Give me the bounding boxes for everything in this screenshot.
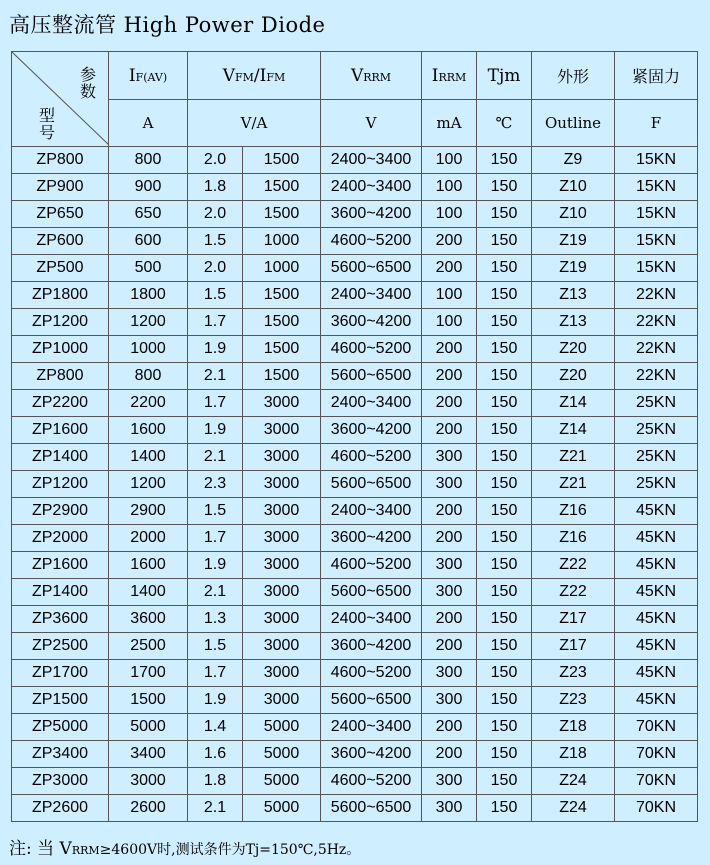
- cell-irrm: 300: [422, 471, 477, 498]
- cell-ifm: 3000: [243, 552, 321, 579]
- cell-if: 1700: [109, 660, 188, 687]
- cell-outline: Z22: [532, 552, 615, 579]
- cell-model: ZP3000: [12, 768, 109, 795]
- cell-tjm: 150: [477, 390, 532, 417]
- col-header-tj: Tjm: [477, 52, 532, 100]
- cell-model: ZP2000: [12, 525, 109, 552]
- cell-irrm: 100: [422, 309, 477, 336]
- cell-outline: Z22: [532, 579, 615, 606]
- cell-vrrm: 5600~6500: [321, 795, 422, 822]
- cell-vfm: 1.4: [188, 714, 243, 741]
- cell-model: ZP1200: [12, 471, 109, 498]
- table-row: [12, 498, 698, 525]
- cell-tjm: 150: [477, 660, 532, 687]
- cell-tjm: 150: [477, 228, 532, 255]
- cell-irrm: 100: [422, 201, 477, 228]
- cell-model: ZP3400: [12, 741, 109, 768]
- cell-vfm: 1.9: [188, 552, 243, 579]
- table-row: [12, 714, 698, 741]
- cell-ifm: 3000: [243, 471, 321, 498]
- cell-ifm: 5000: [243, 768, 321, 795]
- cell-tjm: 150: [477, 552, 532, 579]
- cell-if: 800: [109, 363, 188, 390]
- table-body: [12, 147, 698, 822]
- cell-irrm: 200: [422, 741, 477, 768]
- cell-vrrm: 4600~5200: [321, 552, 422, 579]
- cell-if: 2200: [109, 390, 188, 417]
- cell-force: 70KN: [615, 795, 698, 822]
- cell-force: 45KN: [615, 660, 698, 687]
- cell-vfm: 1.5: [188, 282, 243, 309]
- footnote: 注: 当 VRRM≥4600V时,测试条件为Tj=150℃,5Hz。: [9, 839, 361, 859]
- cell-model: ZP5000: [12, 714, 109, 741]
- cell-vfm: 2.3: [188, 471, 243, 498]
- cell-if: 1000: [109, 336, 188, 363]
- cell-irrm: 200: [422, 336, 477, 363]
- cell-tjm: 150: [477, 741, 532, 768]
- cell-tjm: 150: [477, 336, 532, 363]
- cell-vrrm: 3600~4200: [321, 417, 422, 444]
- cell-force: 22KN: [615, 282, 698, 309]
- unit-vrrm: V: [321, 100, 422, 147]
- cell-force: 15KN: [615, 174, 698, 201]
- cell-if: 2600: [109, 795, 188, 822]
- cell-tjm: 150: [477, 795, 532, 822]
- cell-vrrm: 2400~3400: [321, 390, 422, 417]
- cell-ifm: 3000: [243, 417, 321, 444]
- unit-force: F: [615, 100, 698, 147]
- cell-outline: Z14: [532, 417, 615, 444]
- cell-model: ZP2200: [12, 390, 109, 417]
- cell-force: 70KN: [615, 741, 698, 768]
- cell-outline: Z19: [532, 228, 615, 255]
- cell-model: ZP1000: [12, 336, 109, 363]
- cell-force: 15KN: [615, 201, 698, 228]
- unit-tj: ℃: [477, 100, 532, 147]
- cell-vrrm: 4600~5200: [321, 228, 422, 255]
- cell-tjm: 150: [477, 606, 532, 633]
- table-row: [12, 795, 698, 822]
- cell-vfm: 1.5: [188, 228, 243, 255]
- cell-if: 500: [109, 255, 188, 282]
- cell-vrrm: 2400~3400: [321, 714, 422, 741]
- cell-if: 1600: [109, 552, 188, 579]
- cell-if: 1800: [109, 282, 188, 309]
- cell-tjm: 150: [477, 471, 532, 498]
- cell-irrm: 100: [422, 147, 477, 174]
- cell-vrrm: 5600~6500: [321, 471, 422, 498]
- cell-tjm: 150: [477, 174, 532, 201]
- cell-model: ZP900: [12, 174, 109, 201]
- cell-vfm: 1.7: [188, 525, 243, 552]
- cell-irrm: 200: [422, 525, 477, 552]
- cell-if: 1200: [109, 471, 188, 498]
- page-title: 高压整流管 High Power Diode: [9, 13, 326, 37]
- cell-vrrm: 4600~5200: [321, 660, 422, 687]
- cell-vfm: 1.3: [188, 606, 243, 633]
- cell-vfm: 1.5: [188, 633, 243, 660]
- unit-outline: Outline: [532, 100, 615, 147]
- cell-if: 650: [109, 201, 188, 228]
- cell-if: 2000: [109, 525, 188, 552]
- cell-vfm: 2.1: [188, 795, 243, 822]
- cell-tjm: 150: [477, 282, 532, 309]
- cell-irrm: 200: [422, 417, 477, 444]
- cell-ifm: 3000: [243, 660, 321, 687]
- cell-vrrm: 3600~4200: [321, 633, 422, 660]
- param-label: 参 数: [79, 65, 96, 101]
- table-row: [12, 471, 698, 498]
- cell-ifm: 1500: [243, 309, 321, 336]
- cell-tjm: 150: [477, 525, 532, 552]
- cell-outline: Z10: [532, 201, 615, 228]
- cell-ifm: 3000: [243, 525, 321, 552]
- table-row: [12, 444, 698, 471]
- table-row: [12, 147, 698, 174]
- cell-tjm: 150: [477, 579, 532, 606]
- cell-ifm: 1500: [243, 147, 321, 174]
- cell-model: ZP1600: [12, 417, 109, 444]
- cell-tjm: 150: [477, 309, 532, 336]
- cell-if: 2900: [109, 498, 188, 525]
- cell-vfm: 1.9: [188, 417, 243, 444]
- cell-vfm: 2.0: [188, 201, 243, 228]
- cell-outline: Z21: [532, 471, 615, 498]
- cell-outline: Z18: [532, 714, 615, 741]
- cell-model: ZP1800: [12, 282, 109, 309]
- cell-ifm: 5000: [243, 741, 321, 768]
- table-row: [12, 201, 698, 228]
- cell-ifm: 1500: [243, 336, 321, 363]
- cell-if: 1400: [109, 579, 188, 606]
- table-row: [12, 363, 698, 390]
- table-row: [12, 390, 698, 417]
- cell-irrm: 200: [422, 498, 477, 525]
- cell-outline: Z17: [532, 633, 615, 660]
- table-row: [12, 525, 698, 552]
- cell-model: ZP1600: [12, 552, 109, 579]
- cell-if: 1600: [109, 417, 188, 444]
- cell-vfm: 2.0: [188, 255, 243, 282]
- cell-irrm: 200: [422, 633, 477, 660]
- col-header-vrrm: VRRM: [321, 52, 422, 100]
- cell-irrm: 200: [422, 228, 477, 255]
- cell-vrrm: 4600~5200: [321, 768, 422, 795]
- cell-force: 22KN: [615, 363, 698, 390]
- cell-model: ZP500: [12, 255, 109, 282]
- cell-irrm: 300: [422, 687, 477, 714]
- unit-if: A: [109, 100, 188, 147]
- table-row: [12, 579, 698, 606]
- cell-tjm: 150: [477, 444, 532, 471]
- cell-tjm: 150: [477, 714, 532, 741]
- cell-model: ZP2900: [12, 498, 109, 525]
- unit-vf: V/A: [188, 100, 321, 147]
- cell-irrm: 300: [422, 768, 477, 795]
- table-row: [12, 606, 698, 633]
- cell-outline: Z14: [532, 390, 615, 417]
- table-row: [12, 174, 698, 201]
- cell-vrrm: 4600~5200: [321, 336, 422, 363]
- cell-model: ZP1200: [12, 309, 109, 336]
- cell-force: 45KN: [615, 579, 698, 606]
- cell-irrm: 300: [422, 579, 477, 606]
- cell-outline: Z10: [532, 174, 615, 201]
- cell-vrrm: 2400~3400: [321, 147, 422, 174]
- cell-vfm: 1.9: [188, 336, 243, 363]
- col-header-irrm: IRRM: [422, 52, 477, 100]
- cell-irrm: 200: [422, 363, 477, 390]
- col-header-force: 紧固力: [615, 52, 698, 100]
- cell-force: 15KN: [615, 147, 698, 174]
- cell-outline: Z20: [532, 336, 615, 363]
- diode-spec-table: [11, 51, 698, 822]
- cell-if: 800: [109, 147, 188, 174]
- cell-force: 25KN: [615, 390, 698, 417]
- cell-model: ZP800: [12, 147, 109, 174]
- cell-tjm: 150: [477, 147, 532, 174]
- table-row: [12, 309, 698, 336]
- cell-vfm: 2.1: [188, 444, 243, 471]
- cell-tjm: 150: [477, 255, 532, 282]
- cell-force: 15KN: [615, 255, 698, 282]
- cell-model: ZP2500: [12, 633, 109, 660]
- cell-tjm: 150: [477, 417, 532, 444]
- cell-model: ZP800: [12, 363, 109, 390]
- cell-outline: Z23: [532, 687, 615, 714]
- cell-vrrm: 5600~6500: [321, 363, 422, 390]
- table-row: [12, 336, 698, 363]
- cell-ifm: 3000: [243, 633, 321, 660]
- cell-irrm: 100: [422, 282, 477, 309]
- cell-if: 1200: [109, 309, 188, 336]
- cell-tjm: 150: [477, 498, 532, 525]
- cell-if: 3000: [109, 768, 188, 795]
- model-label: 型 号: [39, 106, 56, 142]
- col-header-outline: 外形: [532, 52, 615, 100]
- cell-ifm: 1500: [243, 363, 321, 390]
- cell-model: ZP600: [12, 228, 109, 255]
- cell-vfm: 1.5: [188, 498, 243, 525]
- table-row: [12, 687, 698, 714]
- cell-force: 45KN: [615, 687, 698, 714]
- table-row: [12, 768, 698, 795]
- cell-vfm: 1.7: [188, 660, 243, 687]
- cell-ifm: 3000: [243, 390, 321, 417]
- cell-model: ZP1700: [12, 660, 109, 687]
- cell-model: ZP3600: [12, 606, 109, 633]
- cell-ifm: 3000: [243, 444, 321, 471]
- cell-vfm: 1.7: [188, 390, 243, 417]
- cell-outline: Z16: [532, 525, 615, 552]
- cell-ifm: 1500: [243, 201, 321, 228]
- cell-outline: Z16: [532, 498, 615, 525]
- cell-outline: Z24: [532, 795, 615, 822]
- cell-if: 3400: [109, 741, 188, 768]
- cell-if: 2500: [109, 633, 188, 660]
- cell-vfm: 1.8: [188, 174, 243, 201]
- cell-ifm: 3000: [243, 606, 321, 633]
- cell-force: 22KN: [615, 309, 698, 336]
- cell-vrrm: 3600~4200: [321, 741, 422, 768]
- cell-tjm: 150: [477, 687, 532, 714]
- cell-outline: Z17: [532, 606, 615, 633]
- cell-vrrm: 5600~6500: [321, 687, 422, 714]
- cell-vrrm: 2400~3400: [321, 174, 422, 201]
- cell-ifm: 3000: [243, 687, 321, 714]
- cell-if: 3600: [109, 606, 188, 633]
- table-row: [12, 417, 698, 444]
- cell-model: ZP1400: [12, 579, 109, 606]
- cell-vfm: 2.1: [188, 579, 243, 606]
- cell-force: 45KN: [615, 498, 698, 525]
- cell-irrm: 300: [422, 444, 477, 471]
- cell-outline: Z23: [532, 660, 615, 687]
- cell-tjm: 150: [477, 768, 532, 795]
- cell-vrrm: 5600~6500: [321, 579, 422, 606]
- cell-force: 45KN: [615, 552, 698, 579]
- cell-irrm: 300: [422, 660, 477, 687]
- cell-if: 1500: [109, 687, 188, 714]
- table-row: [12, 282, 698, 309]
- table-row: [12, 552, 698, 579]
- unit-irrm: mA: [422, 100, 477, 147]
- cell-vfm: 2.0: [188, 147, 243, 174]
- cell-model: ZP1500: [12, 687, 109, 714]
- cell-irrm: 200: [422, 390, 477, 417]
- cell-outline: Z13: [532, 309, 615, 336]
- col-header-vf: VFM/IFM: [188, 52, 321, 100]
- cell-force: 70KN: [615, 768, 698, 795]
- cell-vfm: 2.1: [188, 363, 243, 390]
- cell-force: 25KN: [615, 444, 698, 471]
- cell-ifm: 1000: [243, 255, 321, 282]
- cell-ifm: 1000: [243, 228, 321, 255]
- cell-tjm: 150: [477, 201, 532, 228]
- cell-outline: Z13: [532, 282, 615, 309]
- cell-tjm: 150: [477, 633, 532, 660]
- cell-model: ZP1400: [12, 444, 109, 471]
- table-row: [12, 255, 698, 282]
- cell-vrrm: 4600~5200: [321, 444, 422, 471]
- cell-irrm: 300: [422, 552, 477, 579]
- cell-vrrm: 3600~4200: [321, 201, 422, 228]
- cell-if: 900: [109, 174, 188, 201]
- cell-force: 45KN: [615, 633, 698, 660]
- cell-outline: Z20: [532, 363, 615, 390]
- cell-ifm: 1500: [243, 282, 321, 309]
- cell-vrrm: 3600~4200: [321, 309, 422, 336]
- table-row: [12, 633, 698, 660]
- cell-irrm: 300: [422, 795, 477, 822]
- cell-model: ZP650: [12, 201, 109, 228]
- col-header-if: IF(AV): [109, 52, 188, 100]
- cell-irrm: 200: [422, 255, 477, 282]
- cell-vrrm: 2400~3400: [321, 282, 422, 309]
- cell-force: 70KN: [615, 714, 698, 741]
- cell-vrrm: 5600~6500: [321, 255, 422, 282]
- cell-vfm: 1.9: [188, 687, 243, 714]
- cell-irrm: 200: [422, 606, 477, 633]
- cell-tjm: 150: [477, 363, 532, 390]
- cell-outline: Z18: [532, 741, 615, 768]
- cell-outline: Z9: [532, 147, 615, 174]
- cell-ifm: 3000: [243, 498, 321, 525]
- cell-model: ZP2600: [12, 795, 109, 822]
- cell-vrrm: 2400~3400: [321, 498, 422, 525]
- cell-if: 1400: [109, 444, 188, 471]
- corner-header-cell: [12, 52, 109, 147]
- cell-vfm: 1.7: [188, 309, 243, 336]
- cell-if: 600: [109, 228, 188, 255]
- cell-force: 15KN: [615, 228, 698, 255]
- cell-vfm: 1.8: [188, 768, 243, 795]
- cell-force: 45KN: [615, 525, 698, 552]
- cell-outline: Z24: [532, 768, 615, 795]
- table-row: [12, 660, 698, 687]
- cell-vfm: 1.6: [188, 741, 243, 768]
- cell-vrrm: 3600~4200: [321, 525, 422, 552]
- cell-vrrm: 2400~3400: [321, 606, 422, 633]
- cell-ifm: 5000: [243, 714, 321, 741]
- cell-ifm: 5000: [243, 795, 321, 822]
- cell-ifm: 3000: [243, 579, 321, 606]
- cell-force: 25KN: [615, 471, 698, 498]
- table-row: [12, 741, 698, 768]
- cell-force: 45KN: [615, 606, 698, 633]
- table-row: [12, 228, 698, 255]
- cell-outline: Z21: [532, 444, 615, 471]
- cell-if: 5000: [109, 714, 188, 741]
- cell-force: 22KN: [615, 336, 698, 363]
- cell-irrm: 200: [422, 714, 477, 741]
- cell-ifm: 1500: [243, 174, 321, 201]
- cell-outline: Z19: [532, 255, 615, 282]
- cell-force: 25KN: [615, 417, 698, 444]
- cell-irrm: 100: [422, 174, 477, 201]
